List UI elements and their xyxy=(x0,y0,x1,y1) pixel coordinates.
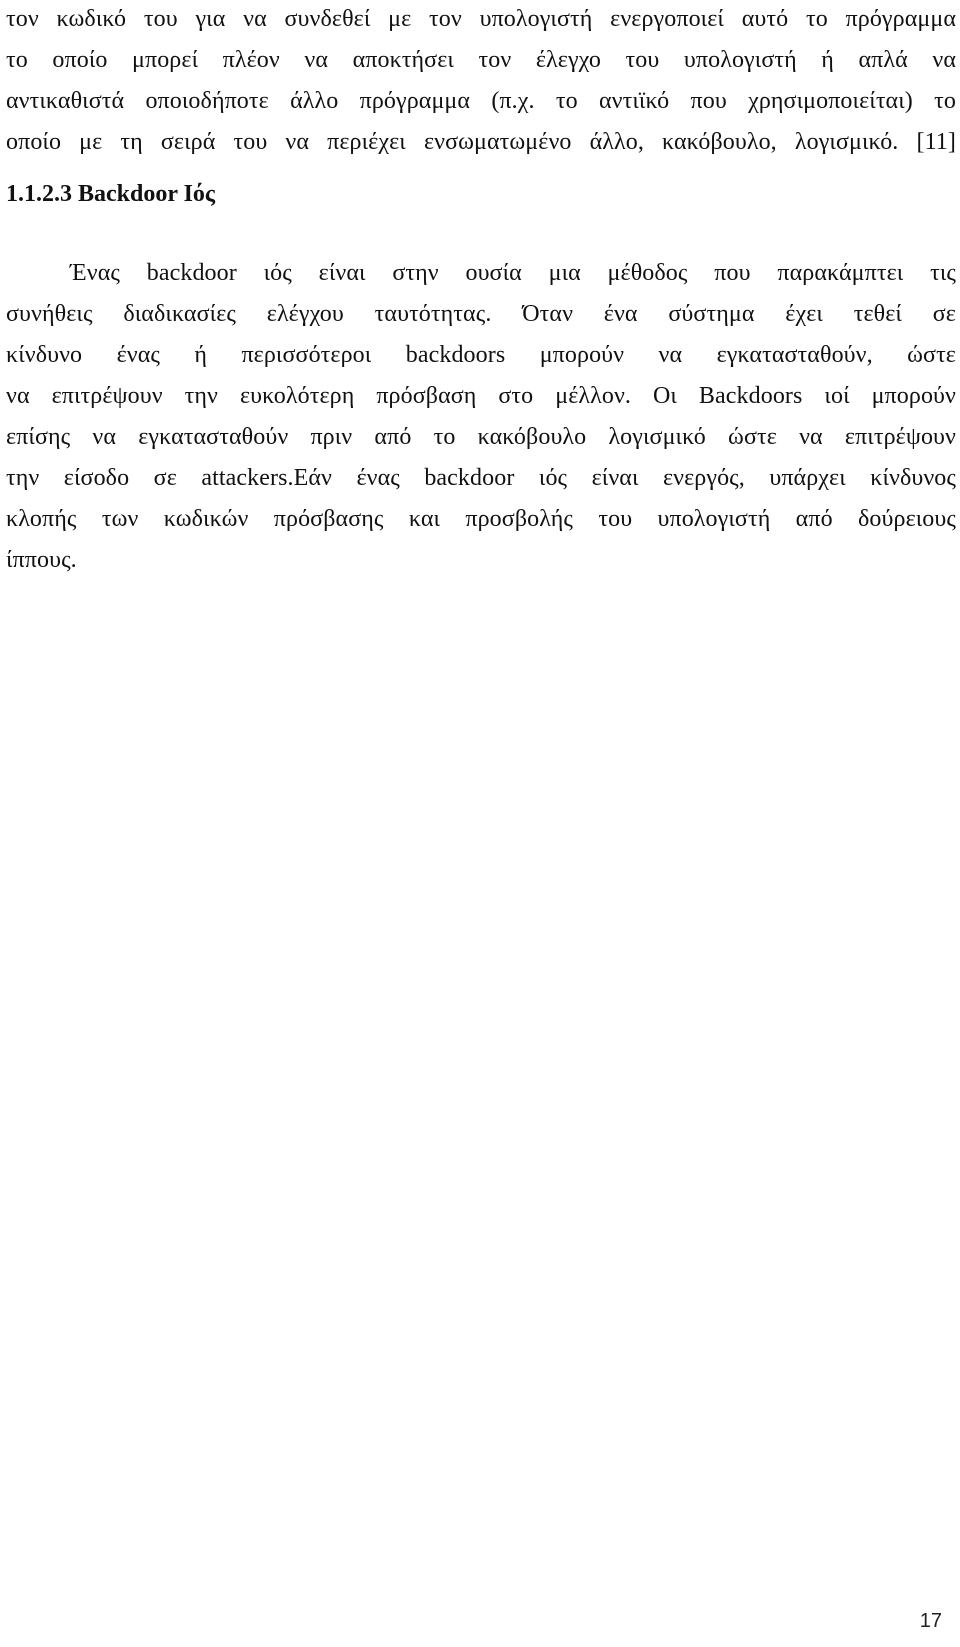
body-line-7: κλοπής των κωδικών πρόσβασης και προσβολής του υπολογιστή από δούρειους xyxy=(6,506,956,532)
section-heading: 1.1.2.3 Backdoor Ιός xyxy=(6,181,216,207)
intro-line-3: αντικαθιστά οποιοδήποτε άλλο πρόγραμμα (π.χ. το αντιϊκό που χρησιμοποιείται) το xyxy=(6,88,956,114)
body-line-1: Ένας backdoor ιός είναι στην ουσία μια μέθοδος που παρακάμπτει τις xyxy=(70,260,956,286)
body-line-8: ίππους. xyxy=(6,547,77,573)
body-line-5: επίσης να εγκατασταθούν πριν από το κακόβουλο λογισμικό ώστε να επιτρέψουν xyxy=(6,424,956,450)
body-line-4: να επιτρέψουν την ευκολότερη πρόσβαση στο μέλλον. Οι Backdoors ιοί μπορούν xyxy=(6,383,956,409)
body-line-2: συνήθεις διαδικασίες ελέγχου ταυτότητας. Όταν ένα σύστημα έχει τεθεί σε xyxy=(6,301,956,327)
intro-line-2: το οποίο μπορεί πλέον να αποκτήσει τον έλεγχο του υπολογιστή ή απλά να xyxy=(6,47,956,73)
body-line-3: κίνδυνο ένας ή περισσότεροι backdoors μπορούν να εγκατασταθούν, ώστε xyxy=(6,342,956,368)
page-number: 17 xyxy=(919,1610,942,1632)
intro-line-4: οποίο με τη σειρά του να περιέχει ενσωματωμένο άλλο, κακόβουλο, λογισμικό. [11] xyxy=(6,129,956,155)
intro-line-1: τον κωδικό του για να συνδεθεί με τον υπολογιστή ενεργοποιεί αυτό το πρόγραμμα xyxy=(6,6,956,32)
body-line-6: την είσοδο σε attackers.Εάν ένας backdoor ιός είναι ενεργός, υπάρχει κίνδυνος xyxy=(6,465,956,491)
